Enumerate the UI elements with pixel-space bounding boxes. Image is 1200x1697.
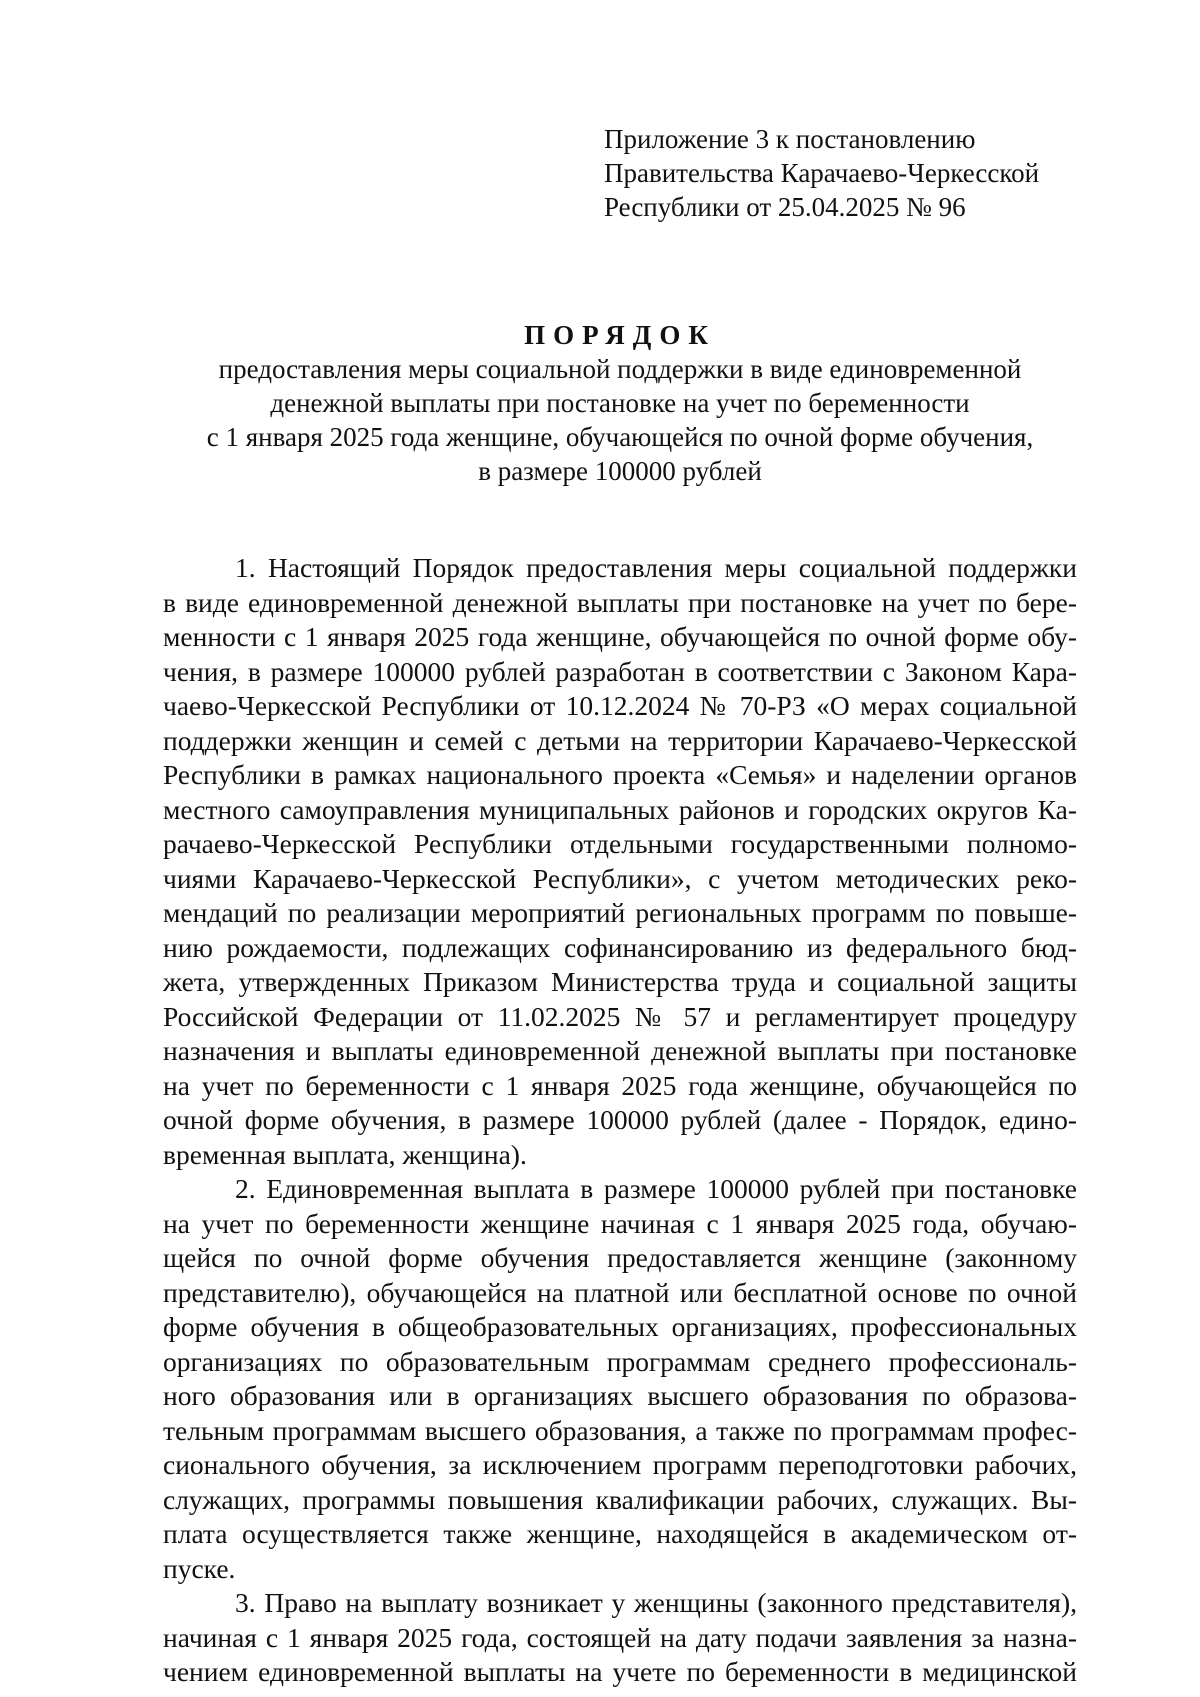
body-line: Республики в рамках национального проекта «Семья» и наделении органов [163,759,1077,790]
appendix-line: Приложение 3 к постановлению [604,124,976,154]
subtitle-line: в размере 100000 рублей [478,456,762,486]
appendix-line: Республики от 25.04.2025 № 96 [604,192,966,222]
body-line: временная выплата, женщина). [163,1138,527,1170]
subtitle-line: с 1 января 2025 года женщине, обучающейся по очной форме обучения, [206,422,1034,452]
document-body [163,551,1077,1690]
body-line: жета, утвержденных Приказом Министерства труда и социальной защиты [163,966,1077,997]
appendix-line: Правительства Карачаево-Черкесской [604,158,1040,188]
body-line: мендаций по реализации мероприятий региональных программ по повыше- [163,897,1077,928]
body-line: назначения и выплаты единовременной денежной выплаты при постановке [163,1035,1077,1066]
body-line: чаево-Черкесской Республики от 10.12.2024 № 70-РЗ «О мерах социальной [163,690,1077,721]
body-line: менности с 1 января 2025 года женщине, обучающейся по очной форме обу- [163,621,1077,652]
body-line: на учет по беременности женщине начиная с 1 января 2025 года, обучаю- [163,1207,1077,1239]
body-line: в виде единовременной денежной выплаты при постановке на учет по бере- [163,586,1077,618]
document-title: ПОРЯДОК [524,320,716,350]
body-line: сионального обучения, за исключением программ переподготовки рабочих, [163,1449,1077,1480]
body-line: очной форме обучения, в размере 100000 рублей (далее - Порядок, едино- [163,1104,1077,1135]
body-line: плата осуществляется также женщине, находящейся в академическом от- [163,1518,1077,1549]
body-line: поддержки женщин и семей с детьми на территории Карачаево-Черкесской [163,724,1077,756]
body-line: 3. Право на выплату возникает у женщины (законного представителя), [235,1587,1077,1618]
body-line: начиная с 1 января 2025 года, состоящей на дату подачи заявления за назна- [163,1621,1077,1653]
body-line: представителю), обучающейся на платной или бесплатной основе по очной [163,1276,1077,1308]
body-line: чиями Карачаево-Черкесской Республики», с учетом методических реко- [163,862,1077,894]
body-line: 1. Настоящий Порядок предоставления меры социальной поддержки [235,552,1077,583]
body-line: служащих, программы повышения квалификации рабочих, служащих. Вы- [163,1483,1077,1515]
body-line: форме обучения в общеобразовательных организациях, профессиональных [163,1311,1077,1342]
body-line: ного образования или в организациях высшего образования по образова- [163,1380,1077,1411]
body-line: чения, в размере 100000 рублей разработан в соответствии с Законом Кара- [163,655,1077,687]
subtitle-line: предоставления меры социальной поддержки в виде единовременной [218,354,1022,384]
body-line: на учет по беременности с 1 января 2025 года женщине, обучающейся по [163,1069,1077,1101]
body-line: Российской Федерации от 11.02.2025 № 57 и регламентирует процедуру [163,1000,1077,1032]
subtitle-line: денежной выплаты при постановке на учет по беременности [270,388,970,418]
body-line: пуске. [163,1552,236,1584]
body-line: щейся по очной форме обучения предоставляется женщине (законному [163,1242,1077,1273]
document-subtitle [150,352,1090,488]
body-line: рачаево-Черкесской Республики отдельными государственными полномо- [163,828,1077,859]
body-line: 2. Единовременная выплата в размере 100000 рублей при постановке [235,1173,1077,1204]
body-line: чением единовременной выплаты на учете по беременности в медицинской [163,1656,1077,1687]
body-line: организациях по образовательным программам среднего профессиональ- [163,1345,1077,1377]
appendix-reference [604,122,1124,224]
body-line: нию рождаемости, подлежащих софинансированию из федерального бюд- [163,931,1077,963]
body-line: местного самоуправления муниципальных районов и городских округов Ка- [163,793,1077,825]
body-line: тельным программам высшего образования, а также по программам профес- [163,1414,1077,1446]
